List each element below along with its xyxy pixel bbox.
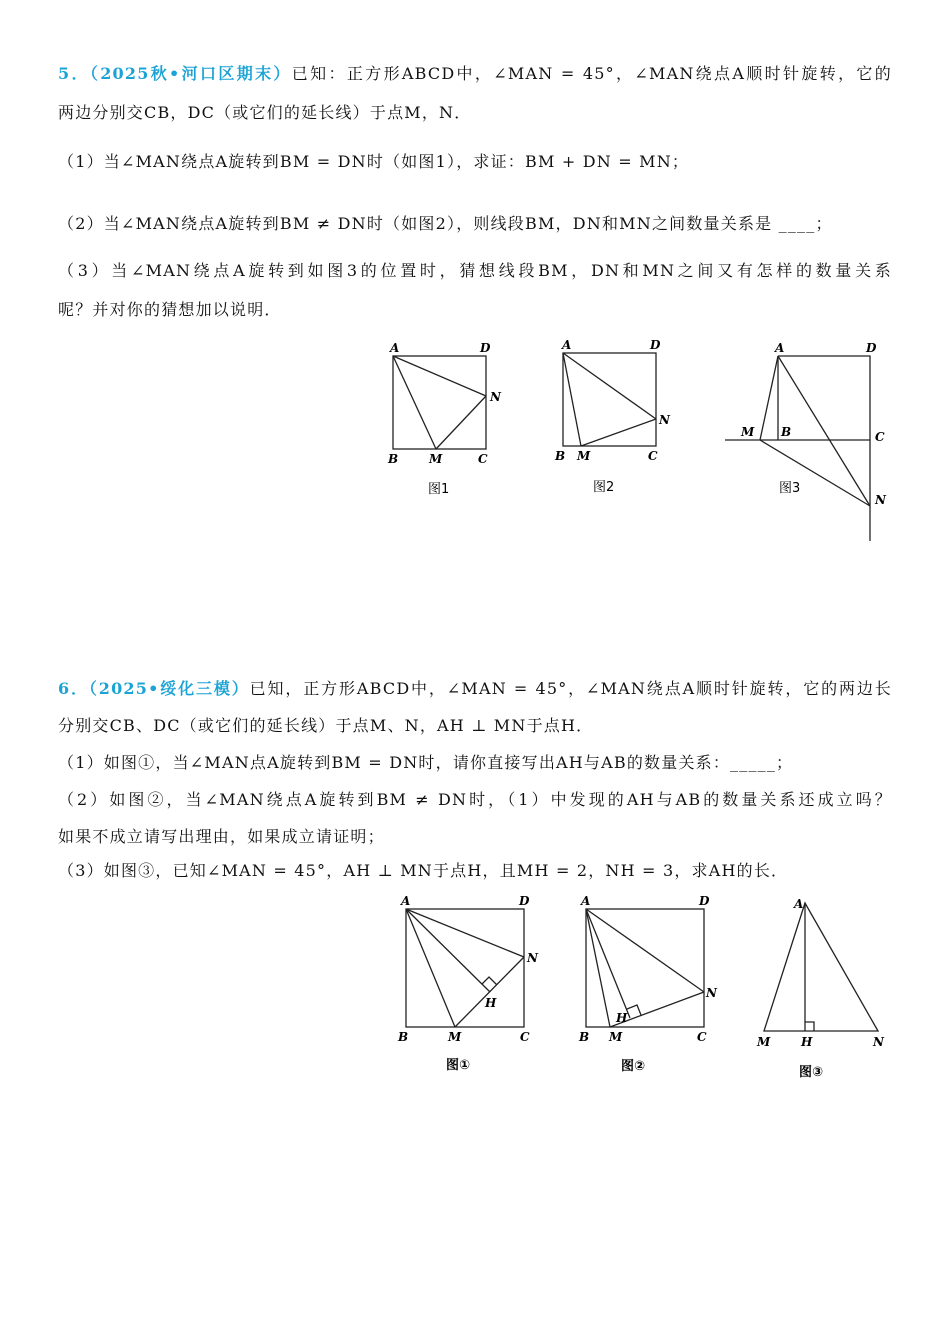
problem5-source: （2025秋•河口区期末）	[89, 64, 292, 83]
right-angle-mark	[805, 1022, 814, 1031]
segment-mn	[581, 419, 656, 446]
problem6-line1	[58, 677, 892, 701]
segment-am	[586, 909, 610, 1027]
label-n: N	[659, 413, 670, 427]
segment-am	[393, 356, 436, 449]
label-b: B	[781, 425, 792, 439]
label-b: B	[579, 1030, 590, 1044]
problem6-source: （2025•绥化三模）	[88, 679, 250, 698]
problem5-statement-1: 已知：正方形ABCD中，∠MAN = 45°，∠MAN绕点A顺时针旋转，它的	[291, 64, 892, 83]
problem6-question-2b: 如果不成立请写出理由，如果成立请证明；	[58, 827, 385, 846]
segment-ah	[586, 909, 630, 1018]
problem6-statement-2: 分别交CB、DC（或它们的延长线）于点M、N，AH ⊥ MN于点H．	[58, 716, 594, 735]
problem6-figure-1	[393, 893, 548, 1083]
problem6-question-1: （1）如图①，当∠MAN点A旋转到BM = DN时，请你直接写出AH与AB的数量关系：_____；	[58, 753, 794, 772]
label-a: A	[581, 894, 591, 908]
caption-fig3: 图③	[799, 1065, 824, 1080]
label-a: A	[562, 338, 572, 352]
caption-fig2: 图2	[593, 480, 615, 495]
label-c: C	[520, 1030, 530, 1044]
label-d: D	[480, 341, 491, 355]
label-m: M	[609, 1030, 623, 1044]
problem5-figure-1	[380, 338, 510, 503]
right-angle-mark	[482, 977, 497, 985]
label-m: M	[448, 1030, 462, 1044]
problem6-question-2a: （2）如图②，当∠MAN绕点A旋转到BM ≠ DN时，（1）中发现的AH与AB的数量关系还成立吗？	[58, 790, 892, 809]
problem5-number: 5．	[58, 64, 90, 83]
problem6-question-3: （3）如图③，已知∠MAN = 45°，AH ⊥ MN于点H，且MH = 2，NH = 3，求AH的长．	[58, 861, 789, 880]
segment-am	[563, 353, 581, 446]
problem5-line1	[58, 62, 892, 86]
square-top-right-sides	[778, 356, 870, 440]
segment-an	[586, 909, 704, 992]
label-n: N	[873, 1035, 884, 1049]
label-d: D	[866, 341, 877, 355]
label-d: D	[519, 894, 530, 908]
label-a: A	[390, 341, 400, 355]
caption-fig3: 图3	[779, 481, 801, 496]
label-n: N	[490, 390, 501, 404]
label-m: M	[429, 452, 443, 466]
label-m: M	[577, 449, 591, 463]
problem5-figure-3	[720, 338, 900, 543]
label-n: N	[527, 951, 538, 965]
segment-mn	[436, 396, 486, 449]
problem5-question-2: （2）当∠MAN绕点A旋转到BM ≠ DN时（如图2），则线段BM，DN和MN之间数量关系是 ____；	[58, 214, 833, 233]
problem5-figure-2	[550, 336, 680, 501]
square-abcd	[586, 909, 704, 1027]
label-c: C	[648, 449, 658, 463]
problem6-figure-3	[752, 893, 897, 1088]
label-b: B	[555, 449, 566, 463]
segment-am	[760, 356, 778, 440]
problem5-question-1: （1）当∠MAN绕点A旋转到BM = DN时（如图1），求证：BM + DN = MN；	[58, 152, 690, 171]
label-a: A	[775, 341, 785, 355]
problem6-number: 6．	[58, 679, 89, 698]
label-c: C	[875, 430, 885, 444]
problem5-question-3a: （3）当∠MAN绕点A旋转到如图3的位置时，猜想线段BM，DN和MN之间又有怎样的数量关系	[58, 261, 892, 280]
problem5-question-3b: 呢？并对你的猜想加以说明．	[58, 300, 282, 319]
square-abcd	[563, 353, 656, 446]
label-c: C	[697, 1030, 707, 1044]
triangle-amn	[764, 903, 878, 1031]
caption-fig1: 图1	[428, 482, 450, 497]
label-m: M	[757, 1035, 771, 1049]
label-d: D	[650, 338, 661, 352]
square-abcd	[393, 356, 486, 449]
segment-an	[393, 356, 486, 396]
segment-an	[563, 353, 656, 419]
caption-fig2: 图②	[621, 1059, 646, 1074]
problem6-figure-2	[573, 893, 728, 1083]
label-b: B	[388, 452, 399, 466]
right-angle-mark	[627, 1005, 641, 1015]
problem5-statement-2: 两边分别交CB，DC（或它们的延长线）于点M，N．	[58, 103, 472, 122]
label-m: M	[741, 425, 755, 439]
label-c: C	[478, 452, 488, 466]
label-h: H	[801, 1035, 813, 1049]
caption-fig1: 图①	[446, 1058, 471, 1073]
label-h: H	[616, 1011, 628, 1025]
label-b: B	[398, 1030, 409, 1044]
label-d: D	[699, 894, 710, 908]
label-n: N	[706, 986, 717, 1000]
label-a: A	[794, 897, 804, 911]
problem6-statement-1: 已知，正方形ABCD中，∠MAN = 45°，∠MAN绕点A顺时针旋转，它的两边长	[249, 679, 892, 698]
label-a: A	[401, 894, 411, 908]
label-n: N	[875, 493, 886, 507]
segment-mn	[760, 440, 870, 506]
segment-am	[406, 909, 455, 1027]
segment-ah	[406, 909, 490, 992]
segment-an	[406, 909, 524, 957]
label-h: H	[485, 996, 497, 1010]
